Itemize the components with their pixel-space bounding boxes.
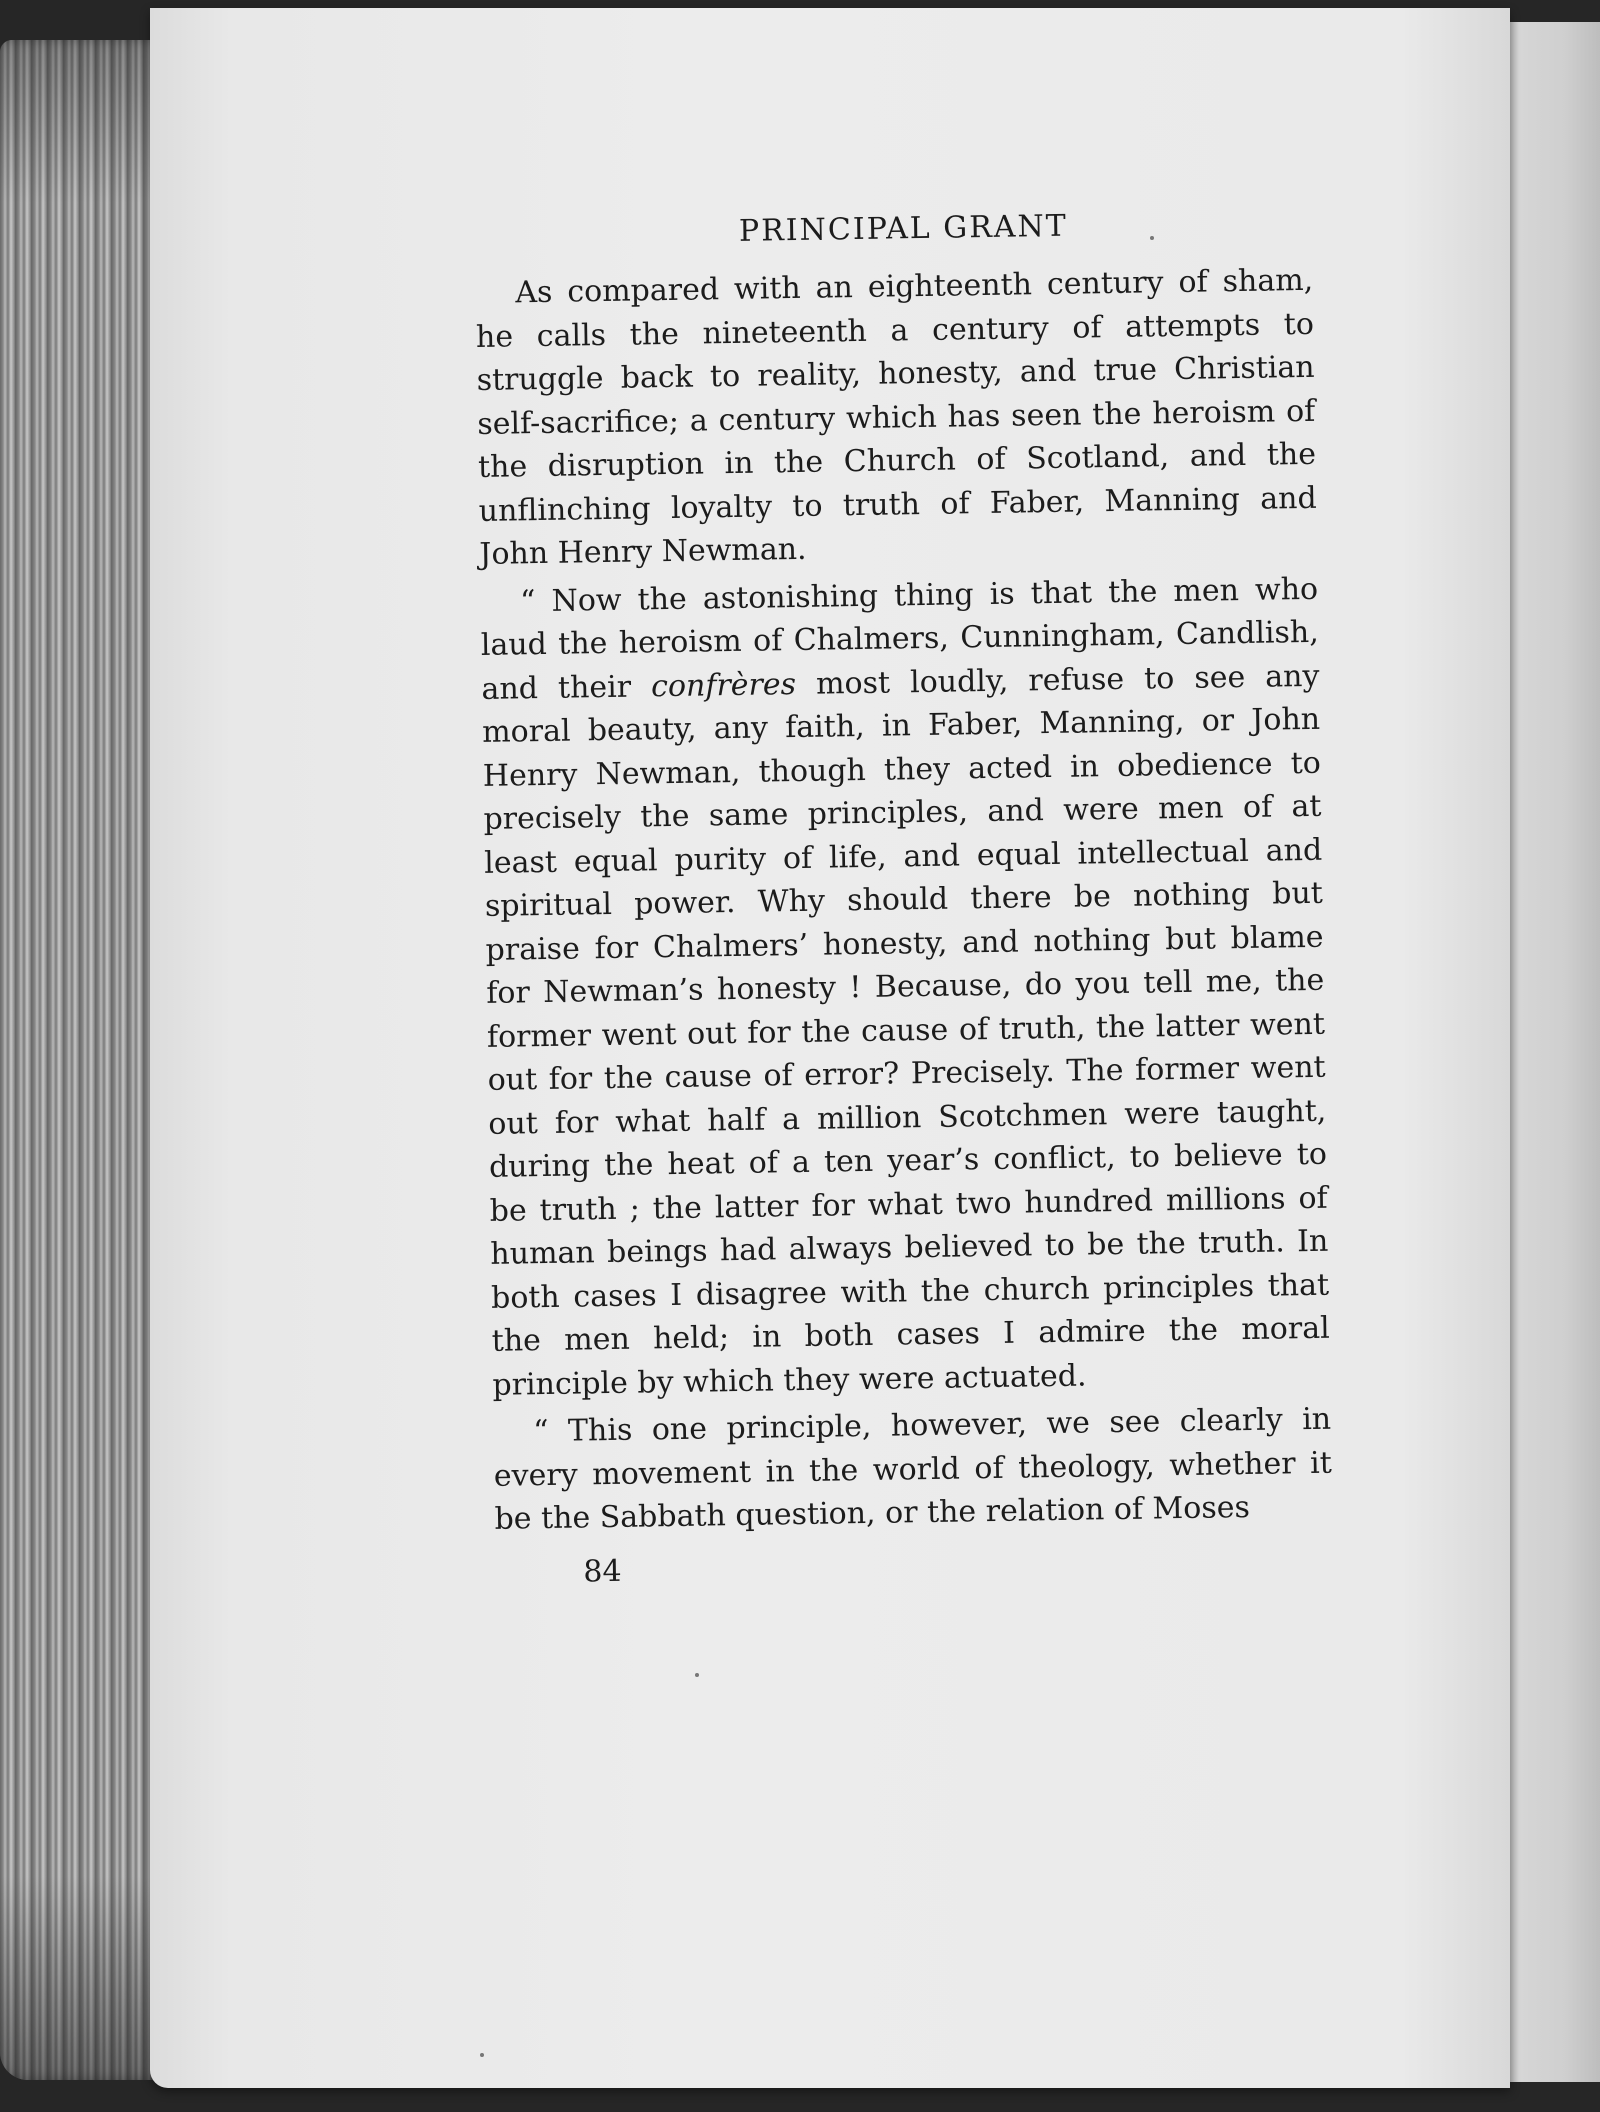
paragraph-1: As compared with an eighteenth century of sham, he calls the nineteenth a century of attempts to struggle back to reality, honesty, and true Christian self-sacrifice; a century which has seen the heroism of the disruption in the Church of Scotland, and the unflinching loyalty to truth of Faber, Manning and John Henry Newman. [475, 262, 1317, 572]
paragraph-2-text-before: “ Now the astonishing thing is that the men who laud the heroism of Chalmers, Cunningham, Candlish, and their [480, 571, 1320, 707]
italic-word: confrères [650, 666, 797, 704]
page-text [474, 197, 1334, 1597]
running-head: PRINCIPAL GRANT [738, 208, 1068, 249]
paragraph-3: “ This one principle, however, we see clearly in every movement in the world of theology, whether it be the Sabbath question, or the relation of Moses [493, 1401, 1333, 1537]
facing-page-edge [1505, 22, 1600, 2082]
paper-speck [480, 2053, 484, 2057]
paper-speck [695, 1673, 699, 1677]
paragraph-2 [480, 567, 1331, 1407]
page-number: 84 [583, 1553, 622, 1589]
paragraph-2-text-after: most loudly, refuse to see any moral beauty, any faith, in Faber, Manning, or John Henry Newman, though they acted in obedience to precisely the same principles, and were men of at least equal purity of life, and equal intellectual and spiritual power. Why should there be nothing but praise for Chalmers’ honesty, and nothing but blame for Newman’s honesty ! Because, do you tell me, the former went out for the cause of truth, the latter went out for the cause of error? Precisely. The former went out for what half a million Scotchmen were taught, during the heat of a ten year’s conflict, to believe to be truth ; the latter for what two hundred millions of human beings had always believed to be the truth. In both cases I disagree with the church principles that the men held; in both cases I admire the moral principle by which they were actuated. [481, 658, 1330, 1403]
fore-edge-shadow [0, 40, 175, 2080]
